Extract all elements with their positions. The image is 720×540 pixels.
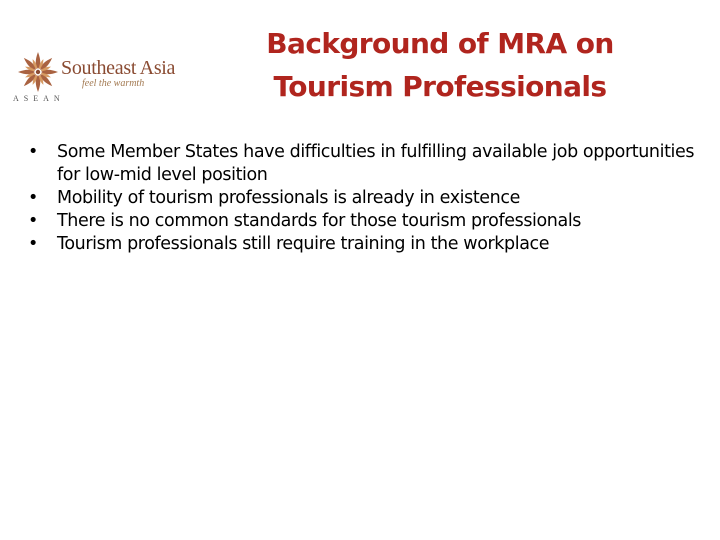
bullet-marker: • — [28, 142, 38, 162]
southeast-asia-logo — [10, 44, 190, 108]
slide-title — [225, 22, 655, 108]
star-flower-icon — [14, 48, 62, 96]
slide-title-line-1: Background of MRA on — [266, 27, 614, 60]
bullet-text: Tourism professionals still require training in the workplace — [57, 234, 550, 254]
bullet-marker: • — [28, 234, 38, 254]
bullet-item — [28, 233, 698, 256]
bullet-text: Mobility of tourism professionals is already in existence — [57, 188, 520, 208]
logo-asean-label: ASEAN — [13, 94, 65, 103]
bullet-list — [28, 141, 698, 256]
bullet-text: There is no common standards for those tourism professionals — [57, 211, 582, 231]
bullet-marker: • — [28, 211, 38, 231]
logo-name: Southeast Asia — [61, 57, 176, 79]
bullet-marker: • — [28, 188, 38, 208]
bullet-item — [28, 141, 698, 187]
bullet-item — [28, 210, 698, 233]
logo-tagline: feel the warmth — [82, 78, 145, 89]
slide-title-line-2: Tourism Professionals — [273, 70, 607, 103]
bullet-item — [28, 187, 698, 210]
bullet-text: Some Member States have difficulties in fulfilling available job opportunities for low-mid level position — [57, 142, 695, 185]
